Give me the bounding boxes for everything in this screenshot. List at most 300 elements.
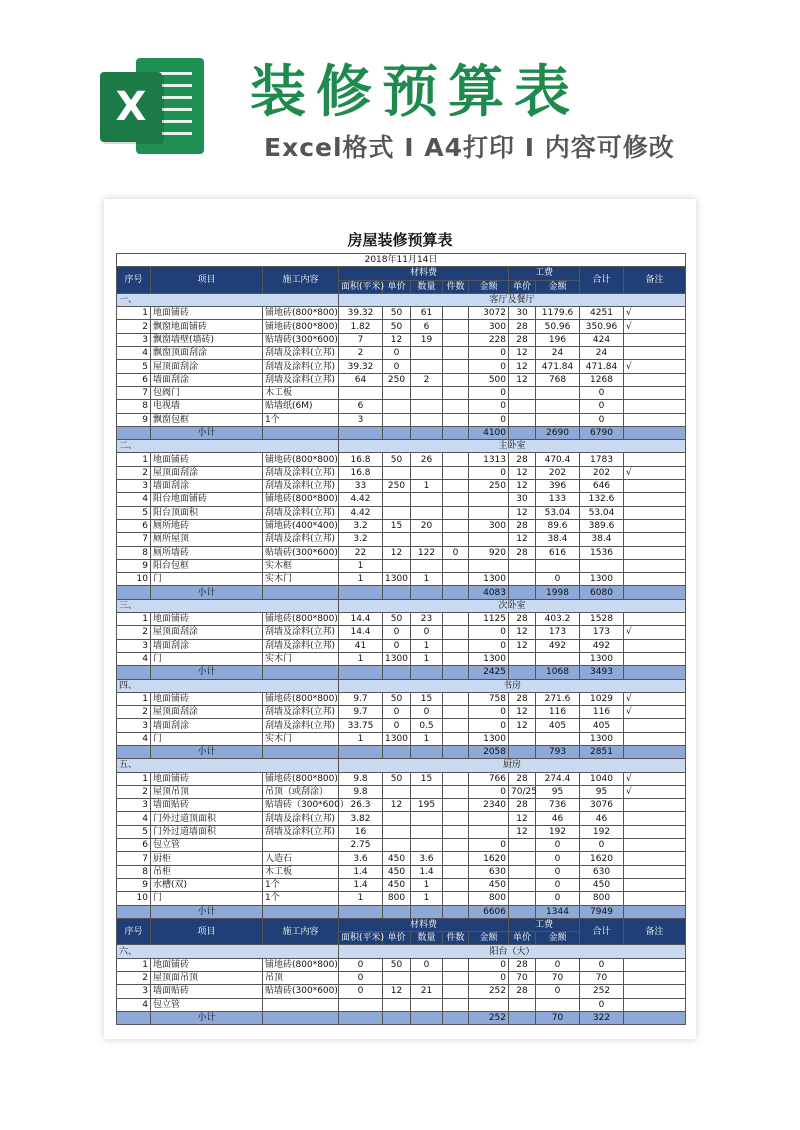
table-cell[interactable]: 12 (509, 626, 536, 639)
table-cell[interactable]: 厕所墙砖 (151, 546, 263, 559)
table-cell[interactable] (411, 386, 443, 399)
table-cell[interactable]: 28 (509, 958, 536, 971)
table-cell[interactable] (443, 825, 469, 838)
table-cell[interactable] (509, 892, 536, 905)
table-cell[interactable]: 0 (339, 985, 383, 998)
header-item[interactable]: 项目 (151, 918, 263, 945)
subtotal-total[interactable]: 7949 (580, 905, 624, 918)
table-cell[interactable]: 39.32 (339, 307, 383, 320)
table-cell[interactable] (383, 666, 411, 679)
table-cell[interactable]: 450 (469, 878, 509, 891)
table-cell[interactable] (383, 413, 411, 426)
table-cell[interactable]: 0 (383, 347, 411, 360)
table-cell[interactable]: 41 (339, 639, 383, 652)
table-cell[interactable]: 9.7 (339, 706, 383, 719)
table-cell[interactable]: 1 (411, 480, 443, 493)
table-cell[interactable]: 木工板 (263, 386, 339, 399)
table-cell[interactable]: 墙面刮涂 (151, 373, 263, 386)
table-cell[interactable]: 15 (411, 692, 443, 705)
table-cell[interactable]: √ (624, 772, 686, 785)
table-cell[interactable]: 墙面刮涂 (151, 639, 263, 652)
header-item[interactable]: 项目 (151, 267, 263, 294)
table-cell[interactable] (509, 386, 536, 399)
table-cell[interactable] (339, 905, 383, 918)
table-cell[interactable]: 0 (411, 958, 443, 971)
table-cell[interactable] (624, 745, 686, 758)
header-pieces[interactable]: 件数 (443, 932, 469, 945)
table-cell[interactable]: 包阀门 (151, 386, 263, 399)
table-cell[interactable]: 1 (339, 652, 383, 665)
table-cell[interactable]: 12 (383, 546, 411, 559)
table-cell[interactable] (411, 1011, 443, 1024)
table-cell[interactable]: 10 (117, 892, 151, 905)
table-cell[interactable]: 7 (117, 852, 151, 865)
section-name[interactable]: 阳台（大） (339, 945, 686, 958)
table-cell[interactable]: 50 (383, 772, 411, 785)
table-cell[interactable]: 192 (536, 825, 580, 838)
table-cell[interactable]: 3 (117, 799, 151, 812)
table-cell[interactable]: 飘窗墙壁(墙砖) (151, 333, 263, 346)
table-cell[interactable] (411, 812, 443, 825)
table-cell[interactable]: 21 (411, 985, 443, 998)
table-cell[interactable]: 1 (117, 958, 151, 971)
table-cell[interactable]: 包立管 (151, 998, 263, 1011)
table-cell[interactable]: 28 (509, 320, 536, 333)
table-cell[interactable] (443, 360, 469, 373)
table-cell[interactable] (443, 373, 469, 386)
table-cell[interactable]: 4 (117, 998, 151, 1011)
subtotal-label[interactable]: 小计 (151, 666, 263, 679)
table-cell[interactable]: 50 (383, 958, 411, 971)
table-cell[interactable]: 12 (383, 985, 411, 998)
table-cell[interactable] (443, 347, 469, 360)
table-cell[interactable]: 刮墙及涂料(立邦) (263, 347, 339, 360)
table-cell[interactable]: 389.6 (580, 519, 624, 532)
header-labor-amount[interactable]: 金额 (536, 280, 580, 293)
table-cell[interactable]: 4 (117, 347, 151, 360)
table-cell[interactable]: 800 (469, 892, 509, 905)
table-cell[interactable]: 630 (580, 865, 624, 878)
table-cell[interactable] (263, 998, 339, 1011)
table-cell[interactable]: 0 (536, 878, 580, 891)
table-cell[interactable]: 1300 (469, 573, 509, 586)
table-cell[interactable]: 50 (383, 692, 411, 705)
table-cell[interactable]: 刮墙及涂料(立邦) (263, 719, 339, 732)
table-cell[interactable] (624, 400, 686, 413)
table-cell[interactable]: 252 (580, 985, 624, 998)
section-number[interactable]: 二、 (117, 440, 339, 453)
table-cell[interactable] (411, 493, 443, 506)
subtotal-total[interactable]: 3493 (580, 666, 624, 679)
table-cell[interactable]: 0 (536, 852, 580, 865)
table-cell[interactable]: 铺地砖(800*800) (263, 958, 339, 971)
table-cell[interactable]: 厕所屋顶 (151, 533, 263, 546)
header-labor-amount[interactable]: 金额 (536, 932, 580, 945)
table-cell[interactable]: 470.4 (536, 453, 580, 466)
table-cell[interactable]: 122 (411, 546, 443, 559)
table-cell[interactable] (624, 639, 686, 652)
table-cell[interactable]: 8 (117, 400, 151, 413)
table-cell[interactable] (443, 333, 469, 346)
table-cell[interactable]: 766 (469, 772, 509, 785)
table-cell[interactable]: 厨柜 (151, 852, 263, 865)
table-cell[interactable] (624, 666, 686, 679)
table-cell[interactable]: 12 (509, 373, 536, 386)
table-cell[interactable]: 3.2 (339, 533, 383, 546)
table-cell[interactable]: 39.32 (339, 360, 383, 373)
table-cell[interactable]: 0 (580, 400, 624, 413)
table-cell[interactable]: 24 (580, 347, 624, 360)
table-cell[interactable] (443, 400, 469, 413)
header-labor-unit[interactable]: 单价 (509, 280, 536, 293)
table-cell[interactable]: 0 (469, 347, 509, 360)
table-cell[interactable]: √ (624, 706, 686, 719)
table-cell[interactable] (443, 307, 469, 320)
table-cell[interactable] (411, 360, 443, 373)
table-cell[interactable] (624, 985, 686, 998)
table-cell[interactable] (383, 533, 411, 546)
table-cell[interactable]: 2 (117, 466, 151, 479)
table-cell[interactable] (443, 905, 469, 918)
table-cell[interactable]: 屋顶面吊顶 (151, 972, 263, 985)
table-cell[interactable]: 贴墙砖(300*600) (263, 985, 339, 998)
table-cell[interactable] (117, 586, 151, 599)
date-cell[interactable]: 2018年11月14日 (117, 254, 686, 267)
table-cell[interactable] (624, 386, 686, 399)
table-cell[interactable]: 12 (509, 347, 536, 360)
table-cell[interactable] (536, 652, 580, 665)
table-cell[interactable]: 202 (580, 466, 624, 479)
table-cell[interactable]: 1 (117, 692, 151, 705)
table-cell[interactable]: 50 (383, 307, 411, 320)
table-cell[interactable] (624, 559, 686, 572)
table-cell[interactable] (536, 559, 580, 572)
table-cell[interactable]: 0 (383, 626, 411, 639)
table-cell[interactable]: 0 (383, 719, 411, 732)
section-number[interactable]: 五、 (117, 759, 339, 772)
table-cell[interactable]: 70 (580, 972, 624, 985)
table-cell[interactable]: 800 (580, 892, 624, 905)
table-cell[interactable]: 12 (383, 333, 411, 346)
table-cell[interactable] (263, 905, 339, 918)
subtotal-labor[interactable]: 1344 (536, 905, 580, 918)
table-cell[interactable]: 0 (469, 958, 509, 971)
table-cell[interactable] (469, 825, 509, 838)
table-cell[interactable]: 1.82 (339, 320, 383, 333)
table-cell[interactable]: 1 (117, 307, 151, 320)
table-cell[interactable]: 铺地砖(800*800) (263, 692, 339, 705)
table-cell[interactable]: 刮墙及涂料(立邦) (263, 360, 339, 373)
table-cell[interactable] (624, 972, 686, 985)
table-cell[interactable]: 飘窗包框 (151, 413, 263, 426)
table-cell[interactable] (339, 666, 383, 679)
table-cell[interactable]: 人造石 (263, 852, 339, 865)
table-cell[interactable]: 1620 (469, 852, 509, 865)
table-cell[interactable]: 3 (117, 639, 151, 652)
table-cell[interactable]: 1 (339, 573, 383, 586)
table-cell[interactable]: 61 (411, 307, 443, 320)
table-cell[interactable]: 28 (509, 985, 536, 998)
table-cell[interactable] (624, 333, 686, 346)
table-cell[interactable] (383, 506, 411, 519)
table-cell[interactable]: 28 (509, 799, 536, 812)
table-cell[interactable]: 20 (411, 519, 443, 532)
table-cell[interactable] (339, 1011, 383, 1024)
header-pieces[interactable]: 件数 (443, 280, 469, 293)
table-cell[interactable]: 1300 (580, 573, 624, 586)
table-cell[interactable] (443, 386, 469, 399)
table-cell[interactable]: 阳台顶面积 (151, 506, 263, 519)
table-cell[interactable]: 1268 (580, 373, 624, 386)
table-cell[interactable]: 736 (536, 799, 580, 812)
table-cell[interactable]: 电视墙 (151, 400, 263, 413)
table-cell[interactable] (411, 586, 443, 599)
table-cell[interactable]: 196 (536, 333, 580, 346)
header-qty[interactable]: 数量 (411, 932, 443, 945)
subtotal-material[interactable]: 4083 (469, 586, 509, 599)
header-seq[interactable]: 序号 (117, 918, 151, 945)
table-cell[interactable]: 758 (469, 692, 509, 705)
table-cell[interactable]: 250 (383, 373, 411, 386)
table-cell[interactable]: 0 (469, 785, 509, 798)
table-cell[interactable] (509, 998, 536, 1011)
table-cell[interactable]: 0 (383, 639, 411, 652)
table-cell[interactable]: 铺地砖(400*400) (263, 519, 339, 532)
subtotal-total[interactable]: 6080 (580, 586, 624, 599)
table-cell[interactable]: 2340 (469, 799, 509, 812)
table-cell[interactable] (117, 666, 151, 679)
table-cell[interactable]: 1300 (580, 652, 624, 665)
table-cell[interactable]: 刮墙及涂料(立邦) (263, 825, 339, 838)
table-cell[interactable] (443, 626, 469, 639)
table-cell[interactable]: 4 (117, 732, 151, 745)
table-cell[interactable]: 0 (536, 839, 580, 852)
table-cell[interactable] (443, 972, 469, 985)
section-number[interactable]: 一、 (117, 293, 339, 306)
table-cell[interactable]: 12 (383, 799, 411, 812)
table-cell[interactable] (411, 745, 443, 758)
table-cell[interactable] (443, 519, 469, 532)
table-cell[interactable]: 5 (117, 360, 151, 373)
table-cell[interactable]: 1 (411, 652, 443, 665)
table-cell[interactable]: 4 (117, 812, 151, 825)
table-cell[interactable]: 门外过道墙面积 (151, 825, 263, 838)
table-cell[interactable]: 30 (509, 493, 536, 506)
table-cell[interactable]: 门外过道顶面积 (151, 812, 263, 825)
table-cell[interactable]: 2.75 (339, 839, 383, 852)
table-cell[interactable]: 15 (383, 519, 411, 532)
table-cell[interactable]: √ (624, 360, 686, 373)
table-cell[interactable] (443, 573, 469, 586)
table-cell[interactable]: 46 (580, 812, 624, 825)
table-cell[interactable]: 1125 (469, 613, 509, 626)
table-cell[interactable]: 铺地砖(800*800) (263, 772, 339, 785)
table-cell[interactable]: 包立管 (151, 839, 263, 852)
table-cell[interactable]: 2 (339, 347, 383, 360)
table-cell[interactable]: 95 (536, 785, 580, 798)
table-cell[interactable]: 3 (339, 413, 383, 426)
table-cell[interactable]: 9 (117, 559, 151, 572)
table-cell[interactable] (443, 493, 469, 506)
table-cell[interactable] (339, 745, 383, 758)
table-cell[interactable] (443, 772, 469, 785)
table-cell[interactable]: 7 (117, 386, 151, 399)
table-cell[interactable] (509, 839, 536, 852)
table-cell[interactable] (443, 998, 469, 1011)
table-cell[interactable] (536, 400, 580, 413)
table-cell[interactable] (469, 559, 509, 572)
table-cell[interactable] (509, 573, 536, 586)
table-cell[interactable] (443, 745, 469, 758)
table-cell[interactable] (624, 533, 686, 546)
table-cell[interactable]: 26.3 (339, 799, 383, 812)
table-cell[interactable]: 墙面刮涂 (151, 480, 263, 493)
table-cell[interactable]: 门 (151, 573, 263, 586)
header-content[interactable]: 施工内容 (263, 267, 339, 294)
table-cell[interactable]: 1 (339, 732, 383, 745)
table-cell[interactable]: 刮墙及涂料(立邦) (263, 533, 339, 546)
table-cell[interactable]: 202 (536, 466, 580, 479)
table-cell[interactable] (624, 719, 686, 732)
table-cell[interactable] (263, 426, 339, 439)
table-cell[interactable] (339, 586, 383, 599)
subtotal-total[interactable]: 6790 (580, 426, 624, 439)
table-cell[interactable]: 471.84 (580, 360, 624, 373)
table-cell[interactable]: 9.8 (339, 772, 383, 785)
table-cell[interactable]: 飘窗地面铺砖 (151, 320, 263, 333)
table-cell[interactable] (624, 799, 686, 812)
table-cell[interactable]: 7 (339, 333, 383, 346)
table-cell[interactable] (509, 745, 536, 758)
table-cell[interactable] (263, 1011, 339, 1024)
table-cell[interactable]: 0 (469, 466, 509, 479)
table-cell[interactable]: 5 (117, 825, 151, 838)
table-cell[interactable]: 1179.6 (536, 307, 580, 320)
table-cell[interactable] (411, 426, 443, 439)
table-cell[interactable]: 0 (411, 706, 443, 719)
table-cell[interactable]: 12 (509, 533, 536, 546)
table-cell[interactable]: 0 (469, 413, 509, 426)
table-cell[interactable] (443, 639, 469, 652)
table-cell[interactable]: 271.6 (536, 692, 580, 705)
table-cell[interactable] (443, 453, 469, 466)
table-cell[interactable]: 0 (580, 413, 624, 426)
table-cell[interactable] (624, 493, 686, 506)
table-cell[interactable] (509, 666, 536, 679)
section-name[interactable]: 书房 (339, 679, 686, 692)
table-cell[interactable]: 450 (383, 878, 411, 891)
table-cell[interactable] (383, 839, 411, 852)
table-cell[interactable] (443, 533, 469, 546)
table-cell[interactable] (383, 825, 411, 838)
table-cell[interactable]: 53.04 (536, 506, 580, 519)
table-cell[interactable] (443, 719, 469, 732)
table-cell[interactable]: 铺地砖(800*800) (263, 307, 339, 320)
table-cell[interactable]: 28 (509, 453, 536, 466)
table-cell[interactable] (443, 839, 469, 852)
table-cell[interactable]: 阳台地面铺砖 (151, 493, 263, 506)
table-cell[interactable]: 22 (339, 546, 383, 559)
table-cell[interactable] (624, 480, 686, 493)
table-cell[interactable]: 0 (469, 706, 509, 719)
table-cell[interactable]: 1 (411, 892, 443, 905)
table-cell[interactable]: 500 (469, 373, 509, 386)
table-cell[interactable]: 地面铺砖 (151, 453, 263, 466)
table-cell[interactable]: 53.04 (580, 506, 624, 519)
table-cell[interactable] (411, 559, 443, 572)
table-cell[interactable]: 9.7 (339, 692, 383, 705)
table-cell[interactable]: 228 (469, 333, 509, 346)
table-cell[interactable]: 2 (117, 706, 151, 719)
table-cell[interactable] (383, 1011, 411, 1024)
section-name[interactable]: 主卧室 (339, 440, 686, 453)
table-cell[interactable] (509, 1011, 536, 1024)
table-cell[interactable]: 2 (117, 320, 151, 333)
table-cell[interactable]: 吊顶 (263, 972, 339, 985)
table-cell[interactable] (536, 413, 580, 426)
table-cell[interactable]: 0 (580, 386, 624, 399)
table-cell[interactable] (624, 958, 686, 971)
table-cell[interactable]: 471.84 (536, 360, 580, 373)
table-cell[interactable] (443, 613, 469, 626)
table-cell[interactable] (469, 506, 509, 519)
table-cell[interactable] (383, 972, 411, 985)
header-note[interactable]: 备注 (624, 918, 686, 945)
table-cell[interactable]: 0 (536, 573, 580, 586)
table-cell[interactable] (117, 1011, 151, 1024)
table-cell[interactable]: 1300 (469, 732, 509, 745)
table-cell[interactable] (117, 426, 151, 439)
table-cell[interactable] (443, 985, 469, 998)
table-cell[interactable]: 252 (469, 985, 509, 998)
table-cell[interactable]: 1个 (263, 413, 339, 426)
subtotal-total[interactable]: 322 (580, 1011, 624, 1024)
table-cell[interactable]: 厕所地砖 (151, 519, 263, 532)
table-cell[interactable] (509, 559, 536, 572)
table-cell[interactable] (383, 426, 411, 439)
table-cell[interactable] (509, 865, 536, 878)
table-cell[interactable]: 3 (117, 480, 151, 493)
table-cell[interactable]: 16.8 (339, 453, 383, 466)
subtotal-label[interactable]: 小计 (151, 905, 263, 918)
table-cell[interactable]: 30 (509, 307, 536, 320)
header-labor-unit[interactable]: 单价 (509, 932, 536, 945)
header-labor[interactable]: 工费 (509, 267, 580, 280)
table-cell[interactable]: 0 (536, 865, 580, 878)
table-cell[interactable]: 38.4 (580, 533, 624, 546)
table-cell[interactable] (339, 998, 383, 1011)
table-cell[interactable]: 89.6 (536, 519, 580, 532)
table-cell[interactable]: 1029 (580, 692, 624, 705)
table-cell[interactable]: 刮墙及涂料(立邦) (263, 626, 339, 639)
table-cell[interactable] (383, 493, 411, 506)
table-cell[interactable] (383, 745, 411, 758)
table-cell[interactable]: 250 (383, 480, 411, 493)
table-cell[interactable]: 16.8 (339, 466, 383, 479)
table-cell[interactable]: 铺地砖(800*800) (263, 613, 339, 626)
table-cell[interactable]: 0 (383, 706, 411, 719)
table-cell[interactable]: 450 (383, 865, 411, 878)
table-cell[interactable]: 12 (509, 812, 536, 825)
table-cell[interactable]: 墙面贴砖 (151, 799, 263, 812)
table-cell[interactable]: 9.8 (339, 785, 383, 798)
table-cell[interactable]: 1536 (580, 546, 624, 559)
table-cell[interactable]: 地面铺砖 (151, 958, 263, 971)
table-cell[interactable]: 8 (117, 865, 151, 878)
table-cell[interactable]: 403.2 (536, 613, 580, 626)
header-qty[interactable]: 数量 (411, 280, 443, 293)
subtotal-material[interactable]: 252 (469, 1011, 509, 1024)
